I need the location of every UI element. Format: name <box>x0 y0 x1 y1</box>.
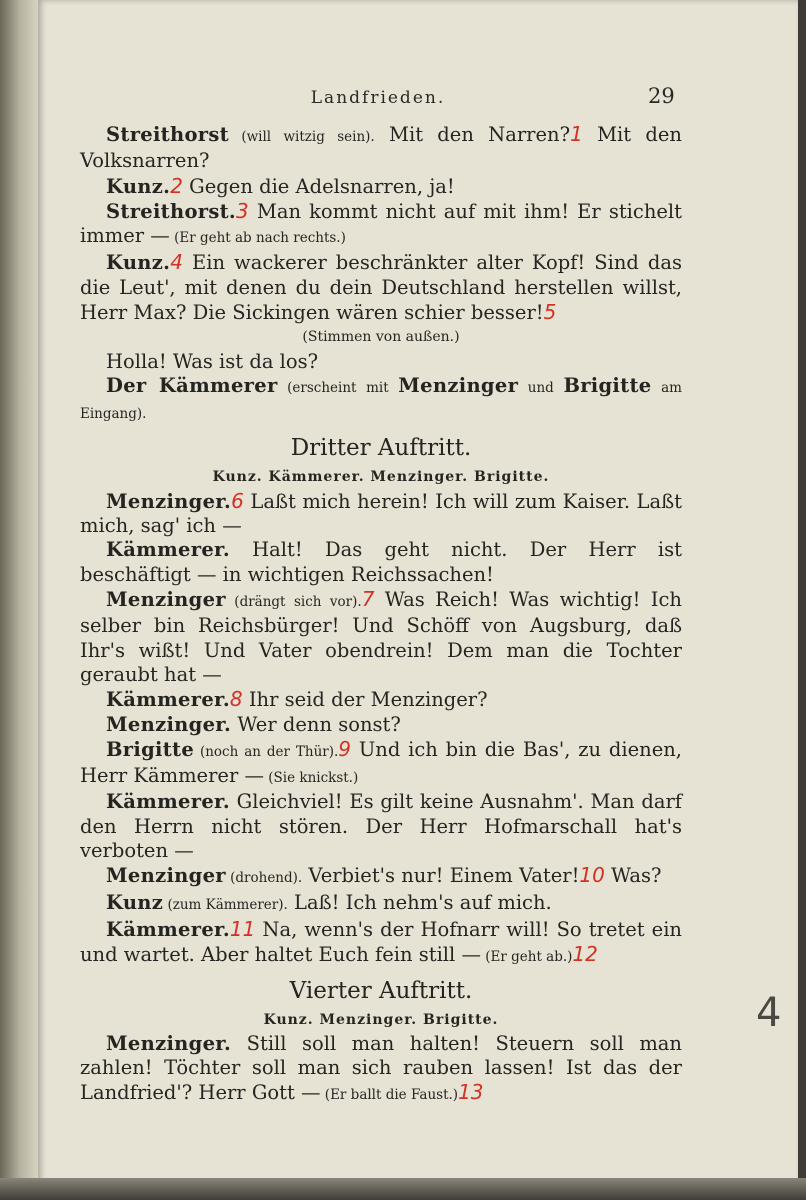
speech <box>80 489 682 539</box>
red-annotation-number: 2 <box>170 173 183 198</box>
red-annotation-number: 4 <box>170 250 183 275</box>
speaker-name: Kämmerer. <box>106 790 230 814</box>
character-name: Brigitte <box>563 373 652 397</box>
speaker-name: Kunz. <box>106 174 171 198</box>
speaker-name: Menzinger. <box>106 1031 232 1055</box>
speech <box>80 863 682 890</box>
speech-text: Still soll man halten! Steuern soll man zahlen! Töchter soll man sich rauben lassen! Ist das der Landfried'? <box>80 1031 682 1105</box>
red-annotation-number: 1 <box>570 122 583 146</box>
speech-text: Und ich bin die Bas', zu dienen, Herr Kämmerer — <box>80 737 682 788</box>
speech-text: Was Reich! Was wichtig! Ich selber bin Reichsbürger! Und Schöff von Augsburg, daß Ihr's wißt! Und Vater obendrein! Dem man die Tochter geraubt hat — <box>80 588 682 686</box>
speech <box>80 174 682 199</box>
speech <box>80 199 682 251</box>
red-annotation-number: 3 <box>236 198 249 223</box>
speech-text: Was? <box>604 864 662 888</box>
stage-direction: (noch an der Thür). <box>194 743 339 760</box>
page-header <box>38 84 798 114</box>
speaker-name: Menzinger <box>106 588 226 612</box>
stage-direction: (will witzig sein). <box>228 129 375 145</box>
stage-direction: (drohend). <box>225 870 303 887</box>
speech-text: Holla! Was ist da los? <box>106 349 319 373</box>
speech-text: Mit den Narren? <box>374 123 571 146</box>
red-annotation-number: 11 <box>229 916 256 941</box>
speaker-name: Brigitte <box>106 737 195 761</box>
book-page <box>38 0 798 1192</box>
red-annotation-number: 6 <box>231 488 244 513</box>
red-annotation-number: 10 <box>579 863 605 888</box>
speech-text: Wer denn sonst? <box>231 712 401 736</box>
speech <box>80 1032 682 1108</box>
scene-cast: Kunz. Kämmerer. Menzinger. Brigitte. <box>212 468 550 485</box>
entrance-line <box>80 374 682 427</box>
speech <box>80 917 682 970</box>
red-annotation-number: 13 <box>458 1080 484 1105</box>
speech <box>80 713 682 737</box>
speech <box>80 891 682 917</box>
speaker-name: Menzinger. <box>106 712 232 736</box>
speaker-name: Menzinger. <box>106 489 232 513</box>
speech <box>80 737 682 791</box>
page-number: 29 <box>648 84 675 108</box>
speech-text: Laßt mich herein! Ich will zum Kaiser. Laßt mich, sag' ich — <box>80 489 682 538</box>
stage-direction: (zum Kämmerer). <box>163 896 288 913</box>
speech-text: Herr Gott — <box>192 1081 321 1105</box>
speech <box>80 250 682 325</box>
character-name: Menzinger <box>398 373 519 397</box>
speaker-name: Kämmerer. <box>106 538 230 562</box>
stage-direction: (erscheint mit <box>277 379 399 396</box>
stage-direction: (Stimmen von außen.) <box>302 329 460 346</box>
stage-direction: (Er ballt die Faust.) <box>320 1087 459 1104</box>
speaker-name: Der Kämmerer <box>106 373 278 397</box>
speaker-name: Menzinger <box>106 864 226 888</box>
speech-text: Ein wackerer beschränkter alter Kopf! Sind das die Leut', mit denen du dein Deutschland herstellen willst, Herr Max? Die Sickingen wären schier besser! <box>80 251 682 325</box>
speech-text: Gleichviel! Es gilt keine Ausnahm'. Man darf den Herrn nicht stören. Der Herr Hofmarschall hat's verboten — <box>80 790 682 863</box>
speech-text: Gegen die Adelsnarren, ja! <box>182 174 455 198</box>
scene-heading: Vierter Auftritt. <box>289 977 473 1004</box>
speech <box>80 587 682 687</box>
stage-direction: am Eingang). <box>80 379 682 423</box>
speech-text: Halt! Das geht nicht. Der Herr ist beschäftigt — in wichtigen Reichssachen! <box>80 538 682 586</box>
red-annotation-number: 12 <box>572 942 598 967</box>
speech-text: Mit den Volksnarren? <box>80 123 682 173</box>
speech <box>80 790 682 863</box>
speech-text: Laß! Ich nehm's auf mich. <box>287 890 552 914</box>
scene-heading: Dritter Auftritt. <box>290 434 472 461</box>
speech-text: Man kommt nicht auf mit ihm! Er stichelt immer — <box>80 199 682 248</box>
speech-line <box>80 350 682 374</box>
speech <box>80 122 682 174</box>
speech-text: Verbiet's nur! Einem Vater! <box>302 864 580 888</box>
bottom-page-edge <box>0 1178 806 1200</box>
stage-direction: (drängt sich vor). <box>225 594 362 611</box>
margin-pencil-mark: 4 <box>756 990 782 1036</box>
stage-direction: und <box>518 379 564 396</box>
speaker-name: Kunz. <box>106 251 171 275</box>
speaker-name: Streithorst. <box>106 199 237 223</box>
red-annotation-number: 7 <box>361 587 375 612</box>
stage-direction: (Er geht ab.) <box>480 949 573 966</box>
speech <box>80 687 682 712</box>
book-gutter <box>0 0 38 1200</box>
speech <box>80 538 682 587</box>
speaker-name: Kämmerer. <box>106 917 230 941</box>
right-page-edge <box>798 0 806 1200</box>
stage-direction: (Sie knickst.) <box>263 770 359 787</box>
speaker-name: Kämmerer. <box>106 688 230 712</box>
play-text <box>80 122 682 1108</box>
speech-text: Na, wenn's der Hofnarr will! So tretet ein und wartet. Aber haltet Euch fein still — <box>80 917 682 967</box>
red-annotation-number: 8 <box>229 687 243 712</box>
running-title: Landfrieden. <box>310 88 446 108</box>
scene-cast: Kunz. Menzinger. Brigitte. <box>263 1011 499 1028</box>
red-annotation-number: 9 <box>338 736 352 761</box>
speaker-name: Kunz <box>106 890 164 914</box>
speech-text: Ihr seid der Menzinger? <box>242 688 488 712</box>
red-annotation-number: 5 <box>543 300 557 325</box>
speaker-name: Streithorst <box>106 123 229 146</box>
stage-direction: (Er geht ab nach rechts.) <box>169 230 346 247</box>
